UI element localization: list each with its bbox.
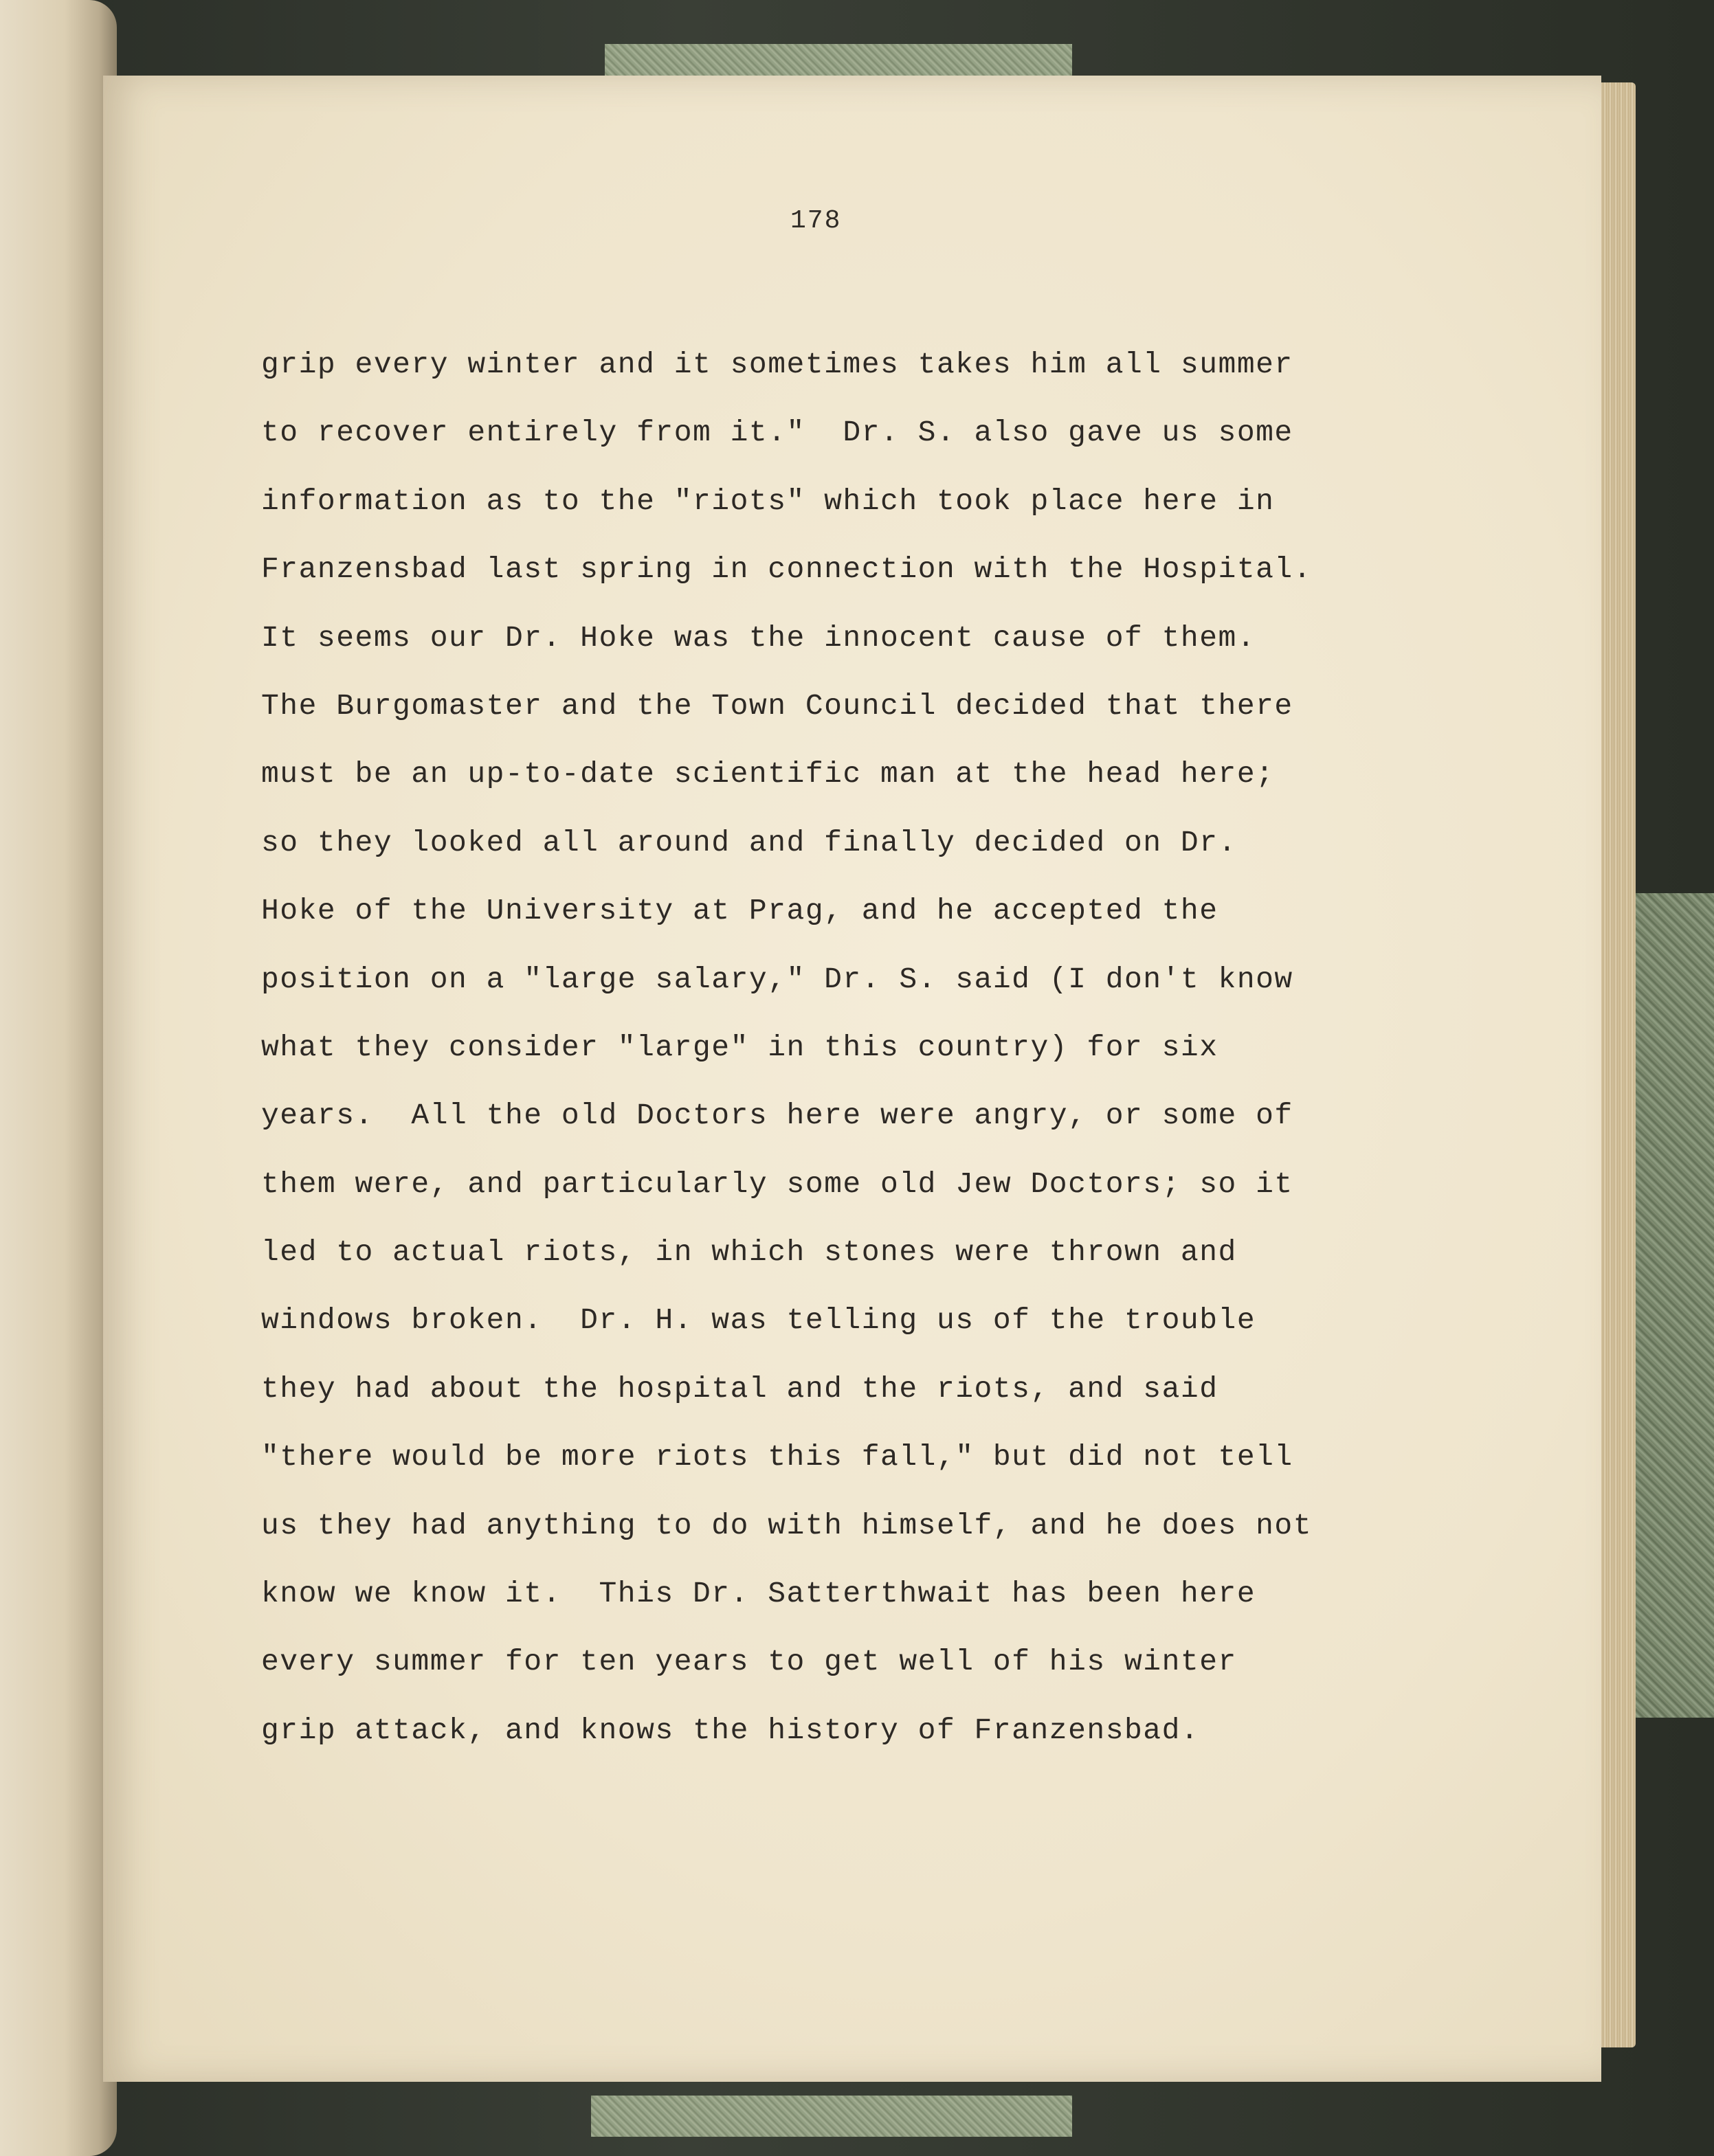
text-line: grip every winter and it sometimes takes him all summer <box>261 348 1293 381</box>
text-line: what they consider "large" in this country) for six <box>261 1030 1218 1064</box>
text-line: windows broken. Dr. H. was telling us of the trouble <box>261 1303 1256 1338</box>
text-line: every summer for ten years to get well of his winter <box>261 1645 1237 1679</box>
text-line: they had about the hospital and the riots, and said <box>261 1371 1218 1406</box>
text-line: to recover entirely from it." Dr. S. also gave us some <box>261 416 1293 450</box>
binding-cloth-top <box>605 44 1072 78</box>
binding-cloth-bottom <box>591 2096 1072 2137</box>
text-line: years. All the old Doctors here were angry, or some of <box>261 1099 1293 1133</box>
binding-cloth-right <box>1636 893 1714 1718</box>
text-line: position on a "large salary," Dr. S. said (I don't know <box>261 962 1293 996</box>
text-line: so they looked all around and finally decided on Dr. <box>261 825 1237 860</box>
text-line: must be an up-to-date scientific man at the head here; <box>261 757 1275 791</box>
text-line: know we know it. This Dr. Satterthwait has been here <box>261 1577 1256 1611</box>
left-page-edge <box>0 0 117 2156</box>
text-line: Hoke of the University at Prag, and he accepted the <box>261 894 1218 928</box>
text-line: information as to the "riots" which took place here in <box>261 484 1275 518</box>
typed-text-body <box>261 345 1443 1779</box>
text-line: Franzensbad last spring in connection with the Hospital. <box>261 552 1313 587</box>
text-line: It seems our Dr. Hoke was the innocent cause of them. <box>261 620 1256 655</box>
text-line: us they had anything to do with himself, and he does not <box>261 1508 1313 1542</box>
text-line: grip attack, and knows the history of Franzensbad. <box>261 1713 1200 1747</box>
text-line: them were, and particularly some old Jew Doctors; so it <box>261 1167 1293 1201</box>
text-line: led to actual riots, in which stones were thrown and <box>261 1235 1237 1270</box>
text-line: "there would be more riots this fall," but did not tell <box>261 1440 1293 1474</box>
text-line: The Burgomaster and the Town Council decided that there <box>261 688 1293 723</box>
page-number: 178 <box>790 206 842 236</box>
